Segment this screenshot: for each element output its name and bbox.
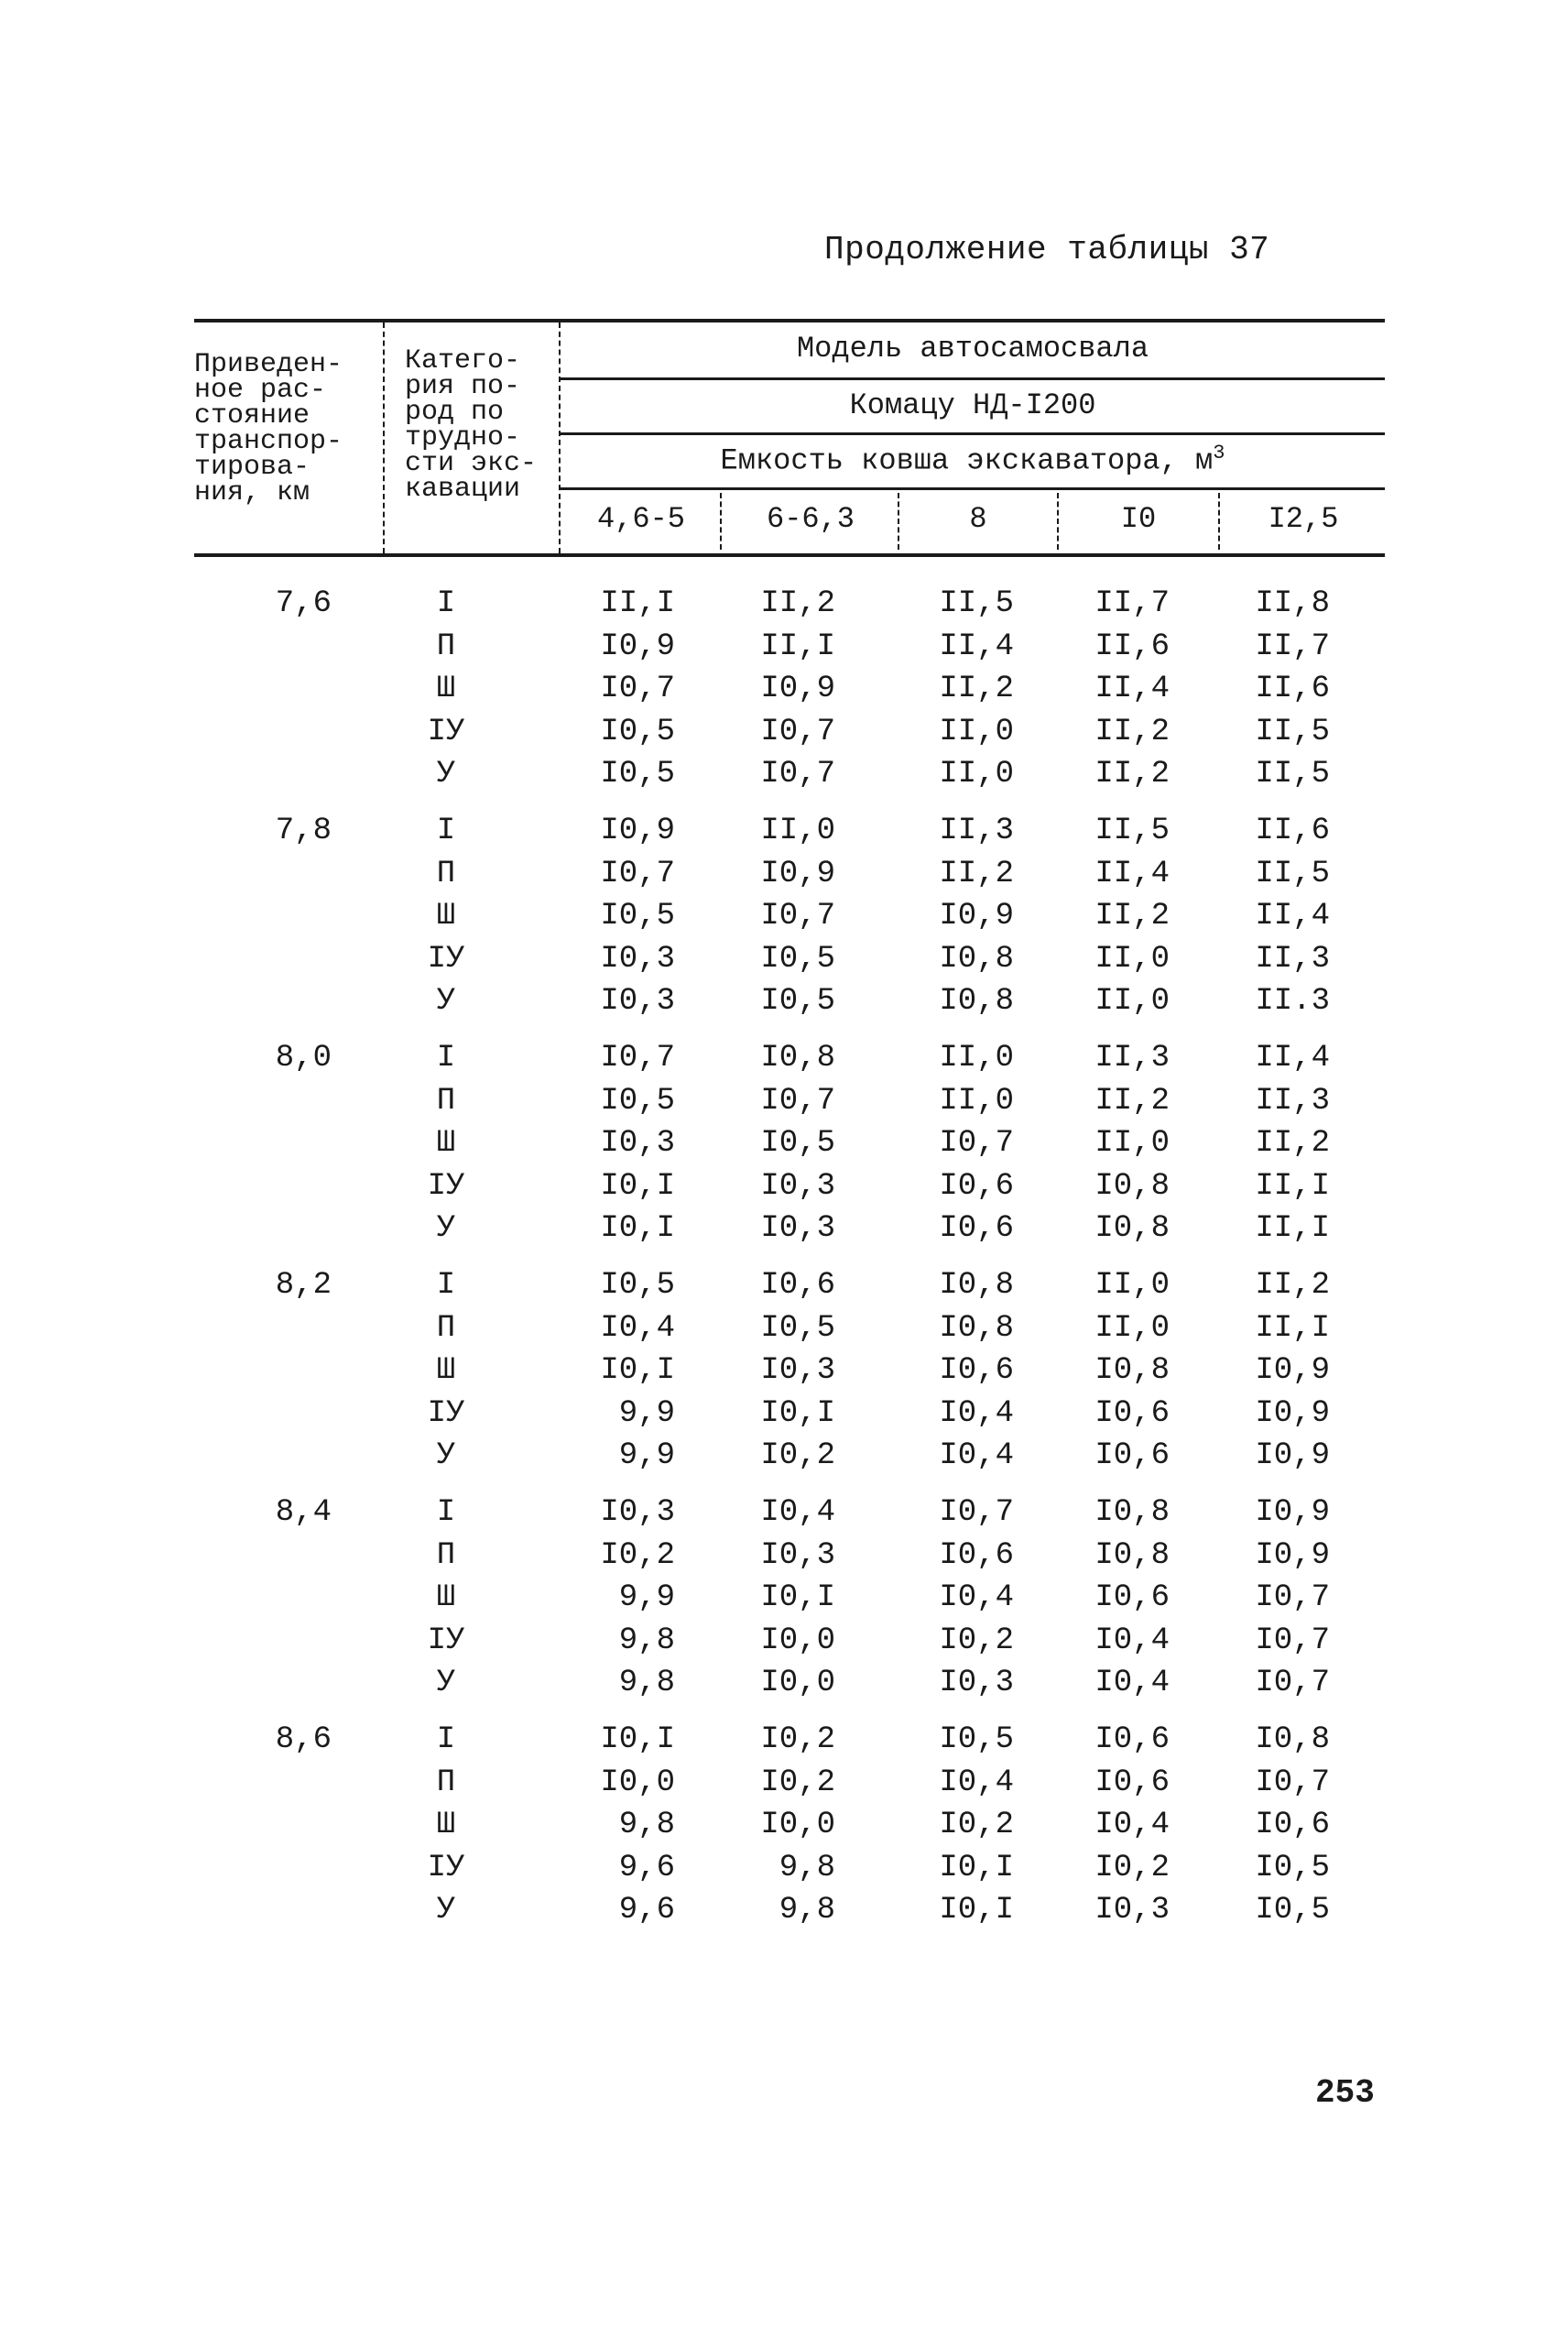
table-row bbox=[194, 753, 1385, 796]
value-cell: II,3 bbox=[1255, 1083, 1330, 1119]
value-cell: I0,8 bbox=[1094, 1168, 1170, 1204]
header-bottom-rule bbox=[194, 553, 1385, 557]
value-cell: I0,I bbox=[760, 1395, 835, 1431]
distance-cell: 8,0 bbox=[275, 1041, 332, 1076]
value-cell: I0,6 bbox=[939, 1537, 1014, 1573]
value-cell: II,4 bbox=[1094, 672, 1170, 706]
value-cell: I0,7 bbox=[1255, 1666, 1330, 1700]
category-cell: Ш bbox=[436, 899, 456, 934]
value-cell: I0,3 bbox=[939, 1666, 1014, 1700]
category-cell: П bbox=[436, 1764, 456, 1800]
value-cell: II,0 bbox=[939, 757, 1014, 792]
category-cell: Ш bbox=[436, 1126, 456, 1161]
value-cell: I0,6 bbox=[1094, 1764, 1170, 1800]
header-model-rule bbox=[561, 377, 1385, 380]
value-cell: I0,2 bbox=[1094, 1850, 1170, 1885]
distance-header-line: транспор- bbox=[194, 426, 343, 457]
value-cell: II,7 bbox=[1094, 586, 1170, 621]
value-cell: II,2 bbox=[939, 672, 1014, 706]
category-cell: IУ bbox=[427, 1850, 465, 1885]
category-header-line: сти экс- bbox=[405, 448, 538, 479]
category-cell: У bbox=[436, 984, 456, 1019]
table-row bbox=[194, 1491, 1385, 1535]
category-header-line: трудно- bbox=[405, 422, 521, 453]
value-cell: I0,4 bbox=[939, 1764, 1014, 1800]
table-row bbox=[194, 1804, 1385, 1847]
value-cell: I0,9 bbox=[760, 672, 835, 706]
value-cell: I0,6 bbox=[939, 1353, 1014, 1388]
value-cell: I0,7 bbox=[600, 1041, 675, 1076]
category-cell: IУ bbox=[427, 1168, 465, 1204]
value-cell: I0,4 bbox=[1094, 1622, 1170, 1658]
table-row bbox=[194, 1889, 1385, 1932]
value-cell: I0,4 bbox=[600, 1310, 675, 1346]
value-cell: I0,7 bbox=[760, 714, 835, 749]
category-cell: П bbox=[436, 856, 456, 891]
value-cell: I0,9 bbox=[1255, 1353, 1330, 1388]
value-cell: 9,8 bbox=[618, 1622, 675, 1658]
category-cell: Ш bbox=[436, 1808, 456, 1842]
category-header-line: кавации bbox=[405, 474, 521, 505]
value-cell: 9,9 bbox=[618, 1395, 675, 1431]
value-cell: I0,7 bbox=[939, 1495, 1014, 1530]
table-row bbox=[194, 1662, 1385, 1705]
capacity-header-label: Емкость ковша экскаватора, м bbox=[720, 443, 1214, 478]
value-cell: II,4 bbox=[1255, 899, 1330, 934]
value-cell: II,5 bbox=[1255, 757, 1330, 792]
value-cell: II,5 bbox=[1094, 814, 1170, 848]
capacity-col-1: 4,6-5 bbox=[596, 502, 685, 536]
value-cell: II,I bbox=[1255, 1310, 1330, 1346]
category-cell: I bbox=[436, 1041, 456, 1076]
value-cell: I0,6 bbox=[1094, 1438, 1170, 1473]
value-cell: I0,5 bbox=[600, 757, 675, 792]
value-cell: I0,0 bbox=[760, 1808, 835, 1842]
capacity-separator-3 bbox=[1057, 493, 1059, 550]
value-cell: II,8 bbox=[1255, 586, 1330, 621]
table-row bbox=[194, 1535, 1385, 1578]
category-cell: I bbox=[436, 1722, 456, 1757]
value-cell: I0,4 bbox=[760, 1495, 835, 1530]
value-cell: II,0 bbox=[760, 814, 835, 848]
header-top-rule bbox=[194, 319, 1385, 322]
distance-header-line: стояние bbox=[194, 400, 310, 432]
value-cell: II,2 bbox=[760, 586, 835, 621]
category-cell: IУ bbox=[427, 1395, 465, 1431]
value-cell: I0,2 bbox=[760, 1764, 835, 1800]
category-header-line: Катего- bbox=[405, 345, 521, 377]
category-header-line: рия по- bbox=[405, 371, 521, 402]
value-cell: 9,8 bbox=[618, 1666, 675, 1700]
value-cell: II,I bbox=[1255, 1168, 1330, 1204]
value-cell: I0,3 bbox=[760, 1353, 835, 1388]
table-row bbox=[194, 1080, 1385, 1123]
category-cell: I bbox=[436, 814, 456, 848]
table-body bbox=[194, 583, 1385, 1946]
value-cell: I0,3 bbox=[600, 1126, 675, 1161]
value-cell: II,3 bbox=[939, 814, 1014, 848]
value-cell: II,2 bbox=[1094, 757, 1170, 792]
value-cell: I0,5 bbox=[600, 1268, 675, 1303]
category-cell: IУ bbox=[427, 1622, 465, 1658]
category-cell: IУ bbox=[427, 714, 465, 749]
header-name-rule bbox=[561, 432, 1385, 435]
value-cell: I0,2 bbox=[939, 1808, 1014, 1842]
value-cell: I0,2 bbox=[760, 1722, 835, 1757]
value-cell: II,4 bbox=[939, 628, 1014, 664]
value-cell: I0,3 bbox=[600, 941, 675, 977]
value-cell: I0,5 bbox=[600, 899, 675, 934]
value-cell: I0,5 bbox=[760, 984, 835, 1019]
table-row bbox=[194, 980, 1385, 1023]
category-cell: П bbox=[436, 1310, 456, 1346]
header-capacity-rule bbox=[561, 487, 1385, 490]
value-cell: II,7 bbox=[1255, 628, 1330, 664]
value-cell: I0,4 bbox=[1094, 1666, 1170, 1700]
header-separator-1 bbox=[383, 322, 385, 553]
value-cell: I0,5 bbox=[760, 1126, 835, 1161]
distance-header-line: ния, км bbox=[194, 477, 310, 508]
distance-cell: 8,4 bbox=[275, 1495, 332, 1530]
distance-header-line: Приведен- bbox=[194, 349, 343, 380]
distance-header-line: тирова- bbox=[194, 452, 310, 483]
value-cell: I0,3 bbox=[600, 1495, 675, 1530]
table-row bbox=[194, 668, 1385, 711]
value-cell: II,4 bbox=[1094, 856, 1170, 891]
value-cell: II,6 bbox=[1255, 814, 1330, 848]
table-row bbox=[194, 1122, 1385, 1165]
table-row bbox=[194, 1762, 1385, 1805]
table-row bbox=[194, 1393, 1385, 1436]
value-cell: II,5 bbox=[1255, 714, 1330, 749]
category-cell: У bbox=[436, 757, 456, 792]
value-cell: I0,I bbox=[939, 1893, 1014, 1928]
value-cell: I0,8 bbox=[1255, 1722, 1330, 1757]
distance-cell: 7,6 bbox=[275, 586, 332, 621]
value-cell: 9,6 bbox=[618, 1893, 675, 1928]
category-cell: I bbox=[436, 1495, 456, 1530]
value-cell: I0,9 bbox=[939, 899, 1014, 934]
value-cell: II,0 bbox=[1094, 941, 1170, 977]
distance-group bbox=[194, 583, 1385, 810]
value-cell: I0,8 bbox=[1094, 1537, 1170, 1573]
category-cell: П bbox=[436, 628, 456, 664]
capacity-header bbox=[561, 442, 1385, 478]
category-cell: У bbox=[436, 1893, 456, 1928]
value-cell: I0,8 bbox=[1094, 1211, 1170, 1246]
model-name-header: Комацу НД-I200 bbox=[849, 388, 1096, 422]
distance-column-header bbox=[194, 349, 343, 508]
value-cell: II,2 bbox=[1255, 1126, 1330, 1161]
value-cell: II,6 bbox=[1255, 672, 1330, 706]
value-cell: II,0 bbox=[1094, 984, 1170, 1019]
value-cell: II,I bbox=[760, 628, 835, 664]
table-row bbox=[194, 1207, 1385, 1251]
value-cell: I0,9 bbox=[600, 628, 675, 664]
value-cell: I0,I bbox=[600, 1168, 675, 1204]
category-column-header bbox=[405, 345, 538, 505]
value-cell: II,2 bbox=[939, 856, 1014, 891]
distance-group bbox=[194, 1719, 1385, 1946]
value-cell: I0,8 bbox=[760, 1041, 835, 1076]
value-cell: I0,9 bbox=[1255, 1438, 1330, 1473]
table-row bbox=[194, 853, 1385, 896]
value-cell: I0,7 bbox=[760, 1083, 835, 1119]
category-cell: Ш bbox=[436, 672, 456, 706]
value-cell: I0,I bbox=[600, 1353, 675, 1388]
value-cell: II,0 bbox=[939, 1041, 1014, 1076]
value-cell: I0,5 bbox=[760, 941, 835, 977]
distance-header-line: ное рас- bbox=[194, 375, 327, 406]
value-cell: I0,7 bbox=[939, 1126, 1014, 1161]
value-cell: I0,7 bbox=[1255, 1764, 1330, 1800]
table-row bbox=[194, 1307, 1385, 1350]
value-cell: I0,7 bbox=[600, 672, 675, 706]
value-cell: I0,8 bbox=[939, 984, 1014, 1019]
category-cell: П bbox=[436, 1537, 456, 1573]
table-row bbox=[194, 1264, 1385, 1307]
category-cell: У bbox=[436, 1438, 456, 1473]
value-cell: I0,3 bbox=[760, 1168, 835, 1204]
table-row bbox=[194, 1620, 1385, 1663]
value-cell: II,0 bbox=[1094, 1268, 1170, 1303]
value-cell: I0,3 bbox=[1094, 1893, 1170, 1928]
value-cell: I0,4 bbox=[939, 1580, 1014, 1615]
category-cell: IУ bbox=[427, 941, 465, 977]
distance-group bbox=[194, 1264, 1385, 1491]
value-cell: 9,6 bbox=[618, 1850, 675, 1885]
table-row bbox=[194, 1577, 1385, 1620]
capacity-col-3: 8 bbox=[969, 502, 987, 536]
table-row bbox=[194, 1037, 1385, 1080]
table-caption: Продолжение таблицы 37 bbox=[824, 231, 1270, 268]
value-cell: I0,5 bbox=[939, 1722, 1014, 1757]
value-cell: I0,8 bbox=[939, 1310, 1014, 1346]
value-cell: I0,4 bbox=[1094, 1808, 1170, 1842]
value-cell: I0,6 bbox=[1094, 1722, 1170, 1757]
table-row bbox=[194, 1847, 1385, 1890]
category-cell: I bbox=[436, 1268, 456, 1303]
value-cell: I0,5 bbox=[600, 1083, 675, 1119]
value-cell: I0,0 bbox=[760, 1622, 835, 1658]
category-cell: У bbox=[436, 1666, 456, 1700]
value-cell: 9,9 bbox=[618, 1580, 675, 1615]
value-cell: I0,6 bbox=[1255, 1808, 1330, 1842]
value-cell: I0,I bbox=[760, 1580, 835, 1615]
value-cell: I0,9 bbox=[1255, 1537, 1330, 1573]
value-cell: II,0 bbox=[1094, 1126, 1170, 1161]
distance-cell: 7,8 bbox=[275, 814, 332, 848]
capacity-col-2: 6-6,3 bbox=[766, 502, 855, 536]
distance-cell: 8,2 bbox=[275, 1268, 332, 1303]
value-cell: I0,0 bbox=[760, 1666, 835, 1700]
value-cell: I0,3 bbox=[600, 984, 675, 1019]
value-cell: I0,3 bbox=[760, 1537, 835, 1573]
value-cell: I0,5 bbox=[600, 714, 675, 749]
value-cell: II,2 bbox=[1094, 714, 1170, 749]
value-cell: I0,9 bbox=[760, 856, 835, 891]
value-cell: I0,9 bbox=[1255, 1395, 1330, 1431]
value-cell: I0,8 bbox=[939, 1268, 1014, 1303]
value-cell: I0,2 bbox=[760, 1438, 835, 1473]
value-cell: II,0 bbox=[939, 714, 1014, 749]
table-row bbox=[194, 583, 1385, 626]
value-cell: I0,0 bbox=[600, 1764, 675, 1800]
value-cell: I0,3 bbox=[760, 1211, 835, 1246]
value-cell: I0,4 bbox=[939, 1395, 1014, 1431]
value-cell: I0,7 bbox=[600, 856, 675, 891]
value-cell: II,3 bbox=[1094, 1041, 1170, 1076]
table-row bbox=[194, 938, 1385, 981]
value-cell: II,5 bbox=[1255, 856, 1330, 891]
value-cell: I0,2 bbox=[939, 1622, 1014, 1658]
value-cell: I0,8 bbox=[1094, 1495, 1170, 1530]
category-cell: П bbox=[436, 1083, 456, 1119]
capacity-separator-1 bbox=[720, 493, 722, 550]
category-cell: Ш bbox=[436, 1353, 456, 1388]
value-cell: 9,8 bbox=[779, 1893, 835, 1928]
value-cell: I0,7 bbox=[760, 899, 835, 934]
value-cell: I0,6 bbox=[760, 1268, 835, 1303]
value-cell: I0,7 bbox=[1255, 1622, 1330, 1658]
value-cell: II,4 bbox=[1255, 1041, 1330, 1076]
value-cell: II,0 bbox=[939, 1083, 1014, 1119]
value-cell: I0,7 bbox=[760, 757, 835, 792]
table-row bbox=[194, 711, 1385, 754]
capacity-col-5: I2,5 bbox=[1268, 502, 1339, 536]
value-cell: I0,6 bbox=[1094, 1395, 1170, 1431]
value-cell: I0,7 bbox=[1255, 1580, 1330, 1615]
value-cell: I0,I bbox=[600, 1211, 675, 1246]
value-cell: II,2 bbox=[1255, 1268, 1330, 1303]
table-row bbox=[194, 810, 1385, 853]
distance-group bbox=[194, 1037, 1385, 1264]
distance-cell: 8,6 bbox=[275, 1722, 332, 1757]
table-row bbox=[194, 895, 1385, 938]
value-cell: I0,I bbox=[600, 1722, 675, 1757]
value-cell: I0,8 bbox=[1094, 1353, 1170, 1388]
category-cell: Ш bbox=[436, 1580, 456, 1615]
page-number: 253 bbox=[1315, 2074, 1375, 2112]
distance-group bbox=[194, 810, 1385, 1037]
value-cell: I0,2 bbox=[600, 1537, 675, 1573]
value-cell: II,2 bbox=[1094, 1083, 1170, 1119]
capacity-col-4: I0 bbox=[1120, 502, 1157, 536]
table-row bbox=[194, 1349, 1385, 1393]
distance-group bbox=[194, 1491, 1385, 1719]
value-cell: II,I bbox=[1255, 1211, 1330, 1246]
value-cell: II,2 bbox=[1094, 899, 1170, 934]
value-cell: I0,5 bbox=[760, 1310, 835, 1346]
value-cell: I0,4 bbox=[939, 1438, 1014, 1473]
table-row bbox=[194, 1165, 1385, 1208]
value-cell: II,5 bbox=[939, 586, 1014, 621]
capacity-header-superscript: 3 bbox=[1213, 442, 1225, 464]
value-cell: I0,9 bbox=[600, 814, 675, 848]
value-cell: II,6 bbox=[1094, 628, 1170, 664]
category-header-line: род по bbox=[405, 397, 505, 428]
table-row bbox=[194, 1435, 1385, 1478]
value-cell: I0,9 bbox=[1255, 1495, 1330, 1530]
value-cell: I0,6 bbox=[1094, 1580, 1170, 1615]
table-header bbox=[194, 319, 1385, 557]
value-cell: I0,5 bbox=[1255, 1850, 1330, 1885]
model-header: Модель автосамосвала bbox=[796, 332, 1149, 366]
capacity-separator-4 bbox=[1218, 493, 1220, 550]
value-cell: II,I bbox=[600, 586, 675, 621]
value-cell: I0,I bbox=[939, 1850, 1014, 1885]
value-cell: I0,8 bbox=[939, 941, 1014, 977]
value-cell: I0,5 bbox=[1255, 1893, 1330, 1928]
value-cell: 9,9 bbox=[618, 1438, 675, 1473]
category-cell: У bbox=[436, 1211, 456, 1246]
value-cell: 9,8 bbox=[779, 1850, 835, 1885]
capacity-separator-2 bbox=[898, 493, 899, 550]
value-cell: 9,8 bbox=[618, 1808, 675, 1842]
value-cell: II.3 bbox=[1255, 984, 1330, 1019]
value-cell: I0,6 bbox=[939, 1168, 1014, 1204]
value-cell: I0,6 bbox=[939, 1211, 1014, 1246]
category-cell: I bbox=[436, 586, 456, 621]
value-cell: II,0 bbox=[1094, 1310, 1170, 1346]
table-row bbox=[194, 626, 1385, 669]
table-row bbox=[194, 1719, 1385, 1762]
value-cell: II,3 bbox=[1255, 941, 1330, 977]
